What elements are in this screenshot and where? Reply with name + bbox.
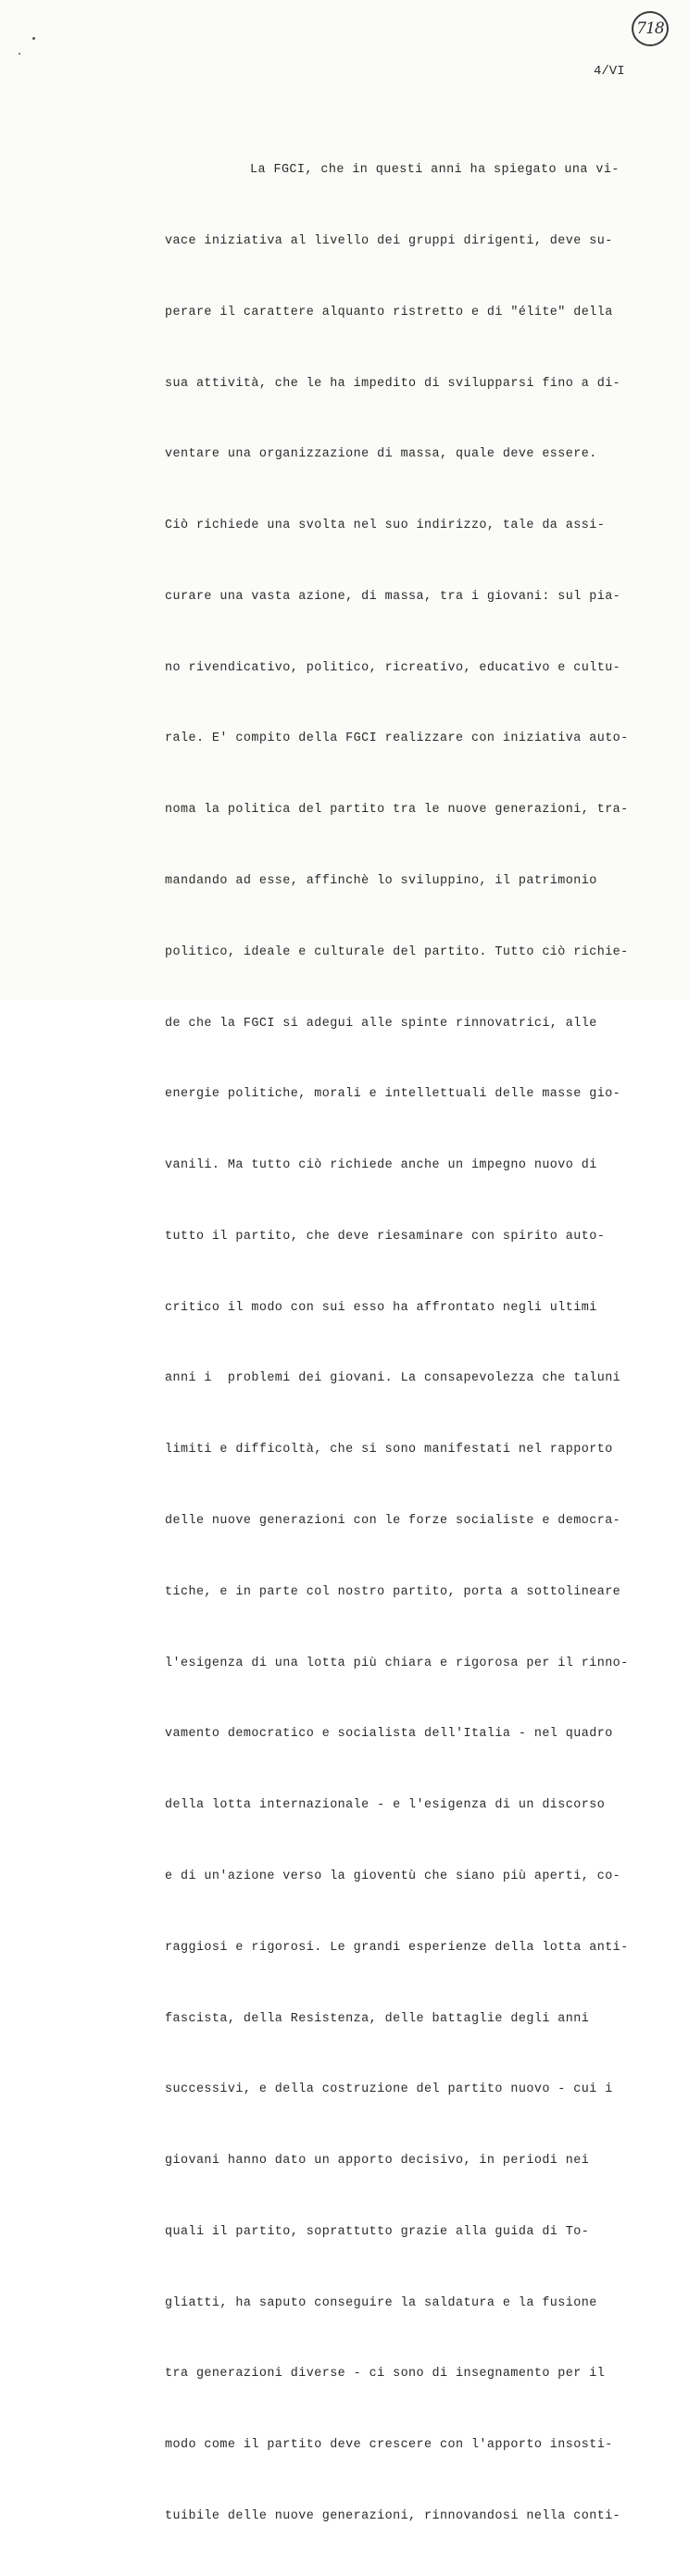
text-line: tutto il partito, che deve riesaminare con spirito auto- <box>165 1229 606 1244</box>
text-line: raggiosi e rigorosi. Le grandi esperienze della lotta anti- <box>165 1940 629 1955</box>
text-line: giovani hanno dato un apporto decisivo, in periodi nei <box>165 2154 590 2169</box>
text-line: politico, ideale e culturale del partito. Tutto ciò richie- <box>165 944 629 959</box>
text-line: critico il modo con sui esso ha affrontato negli ultimi <box>165 1300 597 1315</box>
text-line: tiche, e in parte col nostro partito, porta a sottolineare <box>165 1584 621 1599</box>
text-line: tra generazioni diverse - ci sono di insegnamento per il <box>165 2367 606 2382</box>
text-line: e di un'azione verso la gioventù che siano più aperti, co- <box>165 1869 621 1883</box>
text-line: limiti e difficoltà, che si sono manifestati nel rapporto <box>165 1443 613 1457</box>
text-line: no rivendicativo, politico, ricreativo, educativo e cultu- <box>165 660 621 675</box>
text-line: La FGCI, che in questi anni ha spiegato una vi- <box>250 163 620 178</box>
paper-speck <box>19 53 20 55</box>
typewritten-text <box>165 111 665 2576</box>
text-line: vace iniziativa al livello dei gruppi dirigenti, deve su- <box>165 233 613 248</box>
text-line: sua attività, che le ha impedito di svilupparsi fino a di- <box>165 376 621 391</box>
text-line: fascista, della Resistenza, delle battaglie degli anni <box>165 2011 590 2026</box>
text-line: vamento democratico e socialista dell'Italia - nel quadro <box>165 1727 613 1742</box>
text-line: quali il partito, soprattutto grazie alla guida di To- <box>165 2224 590 2239</box>
text-line: modo come il partito deve crescere con l'apporto insosti- <box>165 2438 613 2453</box>
text-line: ventare una organizzazione di massa, quale deve essere. <box>165 447 597 462</box>
text-line: anni i problemi dei giovani. La consapevolezza che taluni <box>165 1371 621 1386</box>
text-line: energie politiche, morali e intellettuali delle masse gio- <box>165 1087 621 1102</box>
text-line: successivi, e della costruzione del partito nuovo - cui i <box>165 2082 613 2097</box>
text-line: delle nuove generazioni con le forze socialiste e democra- <box>165 1514 621 1529</box>
text-line: l'esigenza di una lotta più chiara e rigorosa per il rinno- <box>165 1656 629 1670</box>
text-line: vanili. Ma tutto ciò richiede anche un impegno nuovo di <box>165 1158 597 1173</box>
text-line: tuibile delle nuove generazioni, rinnovandosi nella conti- <box>165 2508 621 2523</box>
text-line: perare il carattere alquanto ristretto e di "élite" della <box>165 305 613 319</box>
text-line: della lotta internazionale - e l'esigenza di un discorso <box>165 1798 606 1813</box>
text-line: Ciò richiede una svolta nel suo indirizzo, tale da assi- <box>165 519 606 533</box>
text-line: curare una vasta azione, di massa, tra i giovani: sul pia- <box>165 589 621 604</box>
text-line: noma la politica del partito tra le nuove generazioni, tra- <box>165 803 629 818</box>
section-reference: 4/VI <box>594 64 625 79</box>
text-line: de che la FGCI si adegui alle spinte rinnovatrici, alle <box>165 1016 597 1031</box>
text-line: mandando ad esse, affinchè lo sviluppino, il patrimonio <box>165 874 597 888</box>
paper-speck <box>32 37 35 40</box>
circled-page-number: 718 <box>632 11 669 46</box>
text-line: gliatti, ha saputo conseguire la saldatura e la fusione <box>165 2295 597 2310</box>
text-line: rale. E' compito della FGCI realizzare con iniziativa auto- <box>165 732 629 746</box>
